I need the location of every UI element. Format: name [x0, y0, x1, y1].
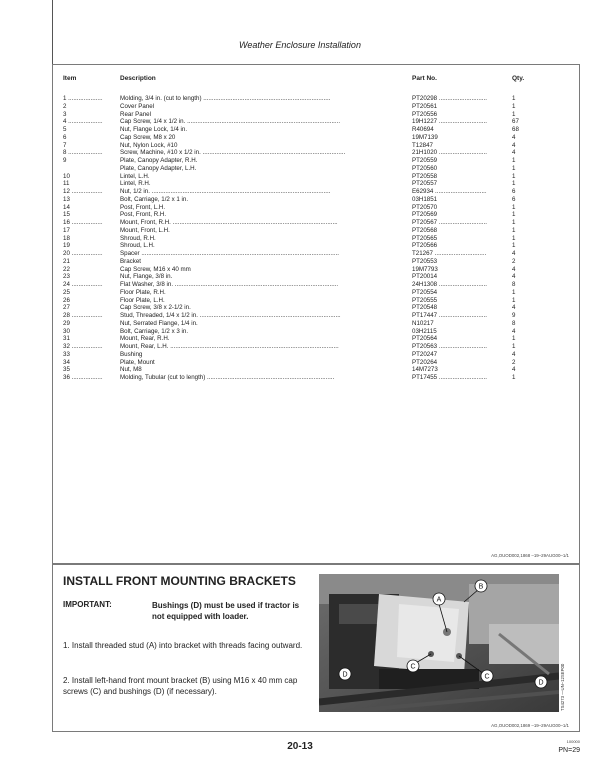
part-no-cell: PT20564 [412, 335, 438, 343]
qty-cell: 9 [512, 312, 516, 319]
qty-cell: 4 [512, 133, 516, 141]
qty-cell: 4 [512, 141, 516, 149]
table-row [53, 335, 579, 343]
item-cell: 33 [63, 350, 70, 358]
table-row [53, 366, 579, 374]
item-cell: 18 [63, 234, 70, 242]
item-cell: 7 [63, 141, 67, 149]
description-cell: Flat Washer, 3/8 in. ............................................................................................... [120, 281, 339, 288]
item-cell: 11 [63, 180, 70, 188]
description-cell: Cover Panel [120, 102, 155, 110]
qty-cell: 1 [512, 180, 516, 188]
table-row [53, 157, 579, 165]
description-cell: Mount, Rear, L.H. .................................................................................................. [120, 343, 339, 350]
qty-cell: 1 [512, 102, 516, 110]
description-cell: Shroud, R.H. [120, 234, 156, 242]
description-cell: Post, Front, R.H. [120, 211, 167, 219]
description-cell: Cap Screw, M16 x 40 mm [120, 265, 191, 273]
item-cell: 17 [63, 226, 70, 234]
description-cell: Nut, Serrated Flange, 1/4 in. [120, 319, 198, 327]
table-row [53, 103, 579, 111]
description-cell: Molding, Tubular (cut to length) .......................................................................... [120, 374, 335, 381]
table-reference: AG,OUOD002,1868 –19–29AUG00–1/1 [491, 553, 569, 558]
col-header-item: Item [63, 75, 77, 82]
item-cell: 9 [63, 157, 67, 164]
part-no-cell: PT20570 [412, 203, 438, 211]
qty-cell: 1 [512, 343, 516, 350]
item-cell: 1 .................... [63, 95, 103, 102]
part-no-cell: 03H2115 [412, 327, 437, 335]
description-cell: Plate, Mount [120, 358, 155, 366]
part-no-cell: PT20566 [412, 242, 438, 250]
description-cell: Shroud, L.H. [120, 242, 155, 250]
qty-cell: 1 [512, 335, 516, 343]
item-cell: 15 [63, 211, 70, 219]
part-no-cell: 19M7139 [412, 133, 438, 141]
part-no-cell: PT17447 ............................ [412, 312, 487, 319]
part-no-cell: 19H1227 ............................ [412, 118, 487, 126]
part-no-cell: PT20298 ............................ [412, 95, 487, 102]
part-no-cell: 19M7793 [412, 265, 438, 273]
qty-cell: 1 [512, 219, 516, 226]
description-cell: Stud, Threaded, 1/4 x 1/2 in. .................................................................................. [120, 312, 341, 319]
table-row [53, 304, 579, 312]
item-cell: 19 [63, 242, 70, 250]
col-header-qty: Qty. [512, 75, 525, 82]
instruction-section [52, 564, 580, 732]
description-cell: Mount, Rear, R.H. [120, 335, 170, 343]
table-row [53, 312, 579, 320]
part-no-cell: PT20548 [412, 304, 438, 312]
description-cell: Bolt, Carriage, 1/2 x 1 in. [120, 195, 189, 203]
description-cell: Nut, 1/2 in. ........................................................................................................ [120, 188, 331, 195]
callout-c-left: C [410, 663, 416, 671]
callout-c-right: C [484, 673, 490, 681]
description-cell: Cap Screw, 3/8 x 2-1/2 in. [120, 304, 191, 312]
section-title: INSTALL FRONT MOUNTING BRACKETS [63, 574, 296, 588]
table-row [53, 328, 579, 336]
item-cell: 10 [63, 172, 70, 180]
part-no-cell: PT20554 [412, 288, 438, 296]
bracket-photo [319, 574, 559, 712]
qty-cell: 2 [512, 358, 516, 366]
part-no-cell: PT20553 [412, 257, 438, 265]
item-cell: 5 [63, 126, 67, 133]
qty-cell: 6 [512, 188, 516, 195]
table-row [53, 211, 579, 219]
qty-cell: 6 [512, 195, 516, 203]
description-cell: Nut, Nylon Lock, #10 [120, 141, 178, 149]
description-cell: Nut, Flange, 3/8 in. [120, 273, 173, 281]
qty-cell: 4 [512, 273, 516, 281]
description-cell: Mount, Front, R.H. ................................................................................................ [120, 219, 338, 226]
parts-table [52, 64, 580, 564]
qty-cell: 1 [512, 288, 516, 296]
qty-cell: 1 [512, 211, 516, 219]
description-cell: Lintel, R.H. [120, 180, 151, 188]
item-cell: 12 .................. [63, 188, 103, 195]
qty-cell: 4 [512, 304, 516, 312]
table-row [53, 142, 579, 150]
item-cell: 4 .................... [63, 118, 103, 126]
part-no-cell: PT20568 [412, 226, 438, 234]
qty-cell: 1 [512, 157, 516, 164]
description-cell: Mount, Front, L.H. [120, 226, 170, 234]
item-cell: 27 [63, 304, 70, 312]
part-no-cell: PT20014 [412, 273, 438, 281]
description-cell: Nut, Flange Lock, 1/4 in. [120, 126, 188, 133]
item-cell: 24 .................. [63, 281, 103, 288]
part-no-cell: PT17455 ............................ [412, 374, 487, 381]
table-row [53, 126, 579, 134]
table-row [53, 180, 579, 188]
part-no-cell: 03H1851 [412, 195, 438, 203]
col-header-part-no: Part No. [412, 75, 437, 82]
table-row [53, 149, 579, 157]
step-2: 2. Install left-hand front mount bracket (B) using M16 x 40 mm cap screws (C) and bushings (D) (if necessary). [63, 676, 298, 696]
photo-code: TS4273 —UN–12SEP00 [560, 663, 565, 711]
table-row [53, 289, 579, 297]
item-cell: 2 [63, 102, 67, 110]
header-rule [52, 0, 53, 66]
description-cell: Nut, M8 [120, 366, 142, 374]
part-no-cell: T12847 [412, 141, 433, 149]
part-no-cell: PT20559 [412, 157, 438, 164]
item-cell: 14 [63, 203, 70, 211]
part-no-cell: 14M7273 [412, 366, 438, 374]
qty-cell: 1 [512, 226, 516, 234]
qty-cell: 4 [512, 350, 516, 358]
description-cell: Floor Plate, R.H. [120, 288, 166, 296]
item-cell: 29 [63, 319, 70, 327]
table-row [53, 235, 579, 243]
parts-rows [53, 95, 579, 382]
part-no-cell: 21H1020 ............................ [412, 149, 487, 157]
item-cell: 8 .................... [63, 149, 103, 157]
table-row [53, 351, 579, 359]
description-cell: Bolt, Carriage, 1/2 x 3 in. [120, 327, 189, 335]
item-cell: 23 [63, 273, 70, 281]
item-cell: 13 [63, 195, 70, 203]
callout-d-right: D [538, 679, 544, 687]
item-cell: 6 [63, 133, 67, 141]
part-no-cell: PT20560 [412, 164, 438, 172]
item-cell: 36 .................. [63, 374, 103, 381]
description-cell: Floor Plate, L.H. [120, 296, 165, 304]
qty-cell: 4 [512, 265, 516, 273]
item-cell: 22 [63, 265, 70, 273]
description-cell: Molding, 3/4 in. (cut to length) .......................................................................... [120, 95, 331, 102]
item-cell: 32 .................. [63, 343, 103, 350]
table-row [53, 227, 579, 235]
table-row [53, 242, 579, 250]
item-cell: 30 [63, 327, 70, 335]
description-cell: Bracket [120, 257, 141, 265]
table-row [53, 173, 579, 181]
description-cell: Spacer ................................................................................................................... [120, 250, 340, 257]
part-no-cell: N10217 [412, 319, 434, 327]
qty-cell: 4 [512, 366, 516, 374]
item-cell: 21 [63, 257, 70, 265]
part-no-cell: 24H1308 ............................ [412, 281, 487, 288]
page-header: Weather Enclosure Installation [239, 40, 361, 50]
table-row [53, 250, 579, 258]
table-row [53, 165, 579, 173]
part-no-cell: PT20567 ............................ [412, 219, 487, 226]
item-cell: 16 .................. [63, 219, 103, 226]
table-row [53, 118, 579, 126]
description-cell: Lintel, L.H. [120, 172, 150, 180]
part-no-cell: PT20264 [412, 358, 438, 366]
description-cell: Cap Screw, 1/4 x 1/2 in. ......................................................................................... [120, 118, 341, 126]
callout-a: A [436, 596, 442, 604]
pn-number: PN=29 [558, 747, 580, 754]
table-row [53, 258, 579, 266]
section-reference: AG,OUOD002,1869 –19–29AUG00–1/1 [491, 723, 569, 728]
table-row [53, 281, 579, 289]
item-cell: 3 [63, 110, 67, 118]
callout-d-left: D [342, 671, 348, 679]
item-cell: 25 [63, 288, 70, 296]
footer-code: 100000 [566, 739, 580, 744]
item-cell: 26 [63, 296, 70, 304]
description-cell: Plate, Canopy Adapter, L.H. [120, 164, 197, 172]
table-row [53, 320, 579, 328]
qty-cell: 1 [512, 203, 516, 211]
part-no-cell: PT20555 [412, 296, 438, 304]
item-cell: 34 [63, 358, 70, 366]
important-text: Bushings (D) must be used if tractor is not equipped with loader. [152, 601, 300, 621]
qty-cell: 4 [512, 327, 516, 335]
qty-cell: 8 [512, 319, 516, 327]
important-label: IMPORTANT: [63, 600, 112, 609]
item-cell: 31 [63, 335, 70, 343]
qty-cell: 4 [512, 250, 516, 257]
qty-cell: 68 [512, 126, 519, 133]
qty-cell: 1 [512, 234, 516, 242]
part-no-cell: PT20565 [412, 234, 438, 242]
table-row [53, 219, 579, 227]
page-number: 20-13 [287, 741, 313, 752]
qty-cell: 8 [512, 281, 516, 288]
part-no-cell: PT20569 [412, 211, 438, 219]
description-cell: Plate, Canopy Adapter, R.H. [120, 157, 198, 164]
part-no-cell: T21267 .............................. [412, 250, 487, 257]
item-cell: 35 [63, 366, 70, 374]
table-row [53, 111, 579, 119]
part-no-cell: PT20247 [412, 350, 438, 358]
table-row [53, 266, 579, 274]
description-cell: Post, Front, L.H. [120, 203, 166, 211]
description-cell: Screw, Machine, #10 x 1/2 in. ................................................................................... [120, 149, 346, 157]
table-row [53, 359, 579, 367]
callout-b: B [478, 583, 484, 591]
table-row [53, 273, 579, 281]
description-cell: Bushing [120, 350, 143, 358]
table-row [53, 374, 579, 382]
qty-cell: 1 [512, 95, 516, 102]
qty-cell: 4 [512, 149, 516, 157]
table-row [53, 134, 579, 142]
item-cell: 28 .................. [63, 312, 103, 319]
part-no-cell: PT20563 ............................ [412, 343, 487, 350]
part-no-cell: PT20558 [412, 172, 438, 180]
qty-cell: 1 [512, 164, 516, 172]
part-no-cell: E62934 .............................. [412, 188, 487, 195]
part-no-cell: PT20557 [412, 180, 438, 188]
table-row [53, 188, 579, 196]
qty-cell: 1 [512, 242, 516, 250]
table-row [53, 196, 579, 204]
table-row [53, 343, 579, 351]
part-no-cell: R40694 [412, 126, 434, 133]
qty-cell: 1 [512, 172, 516, 180]
description-cell: Cap Screw, M8 x 20 [120, 133, 176, 141]
qty-cell: 1 [512, 296, 516, 304]
item-cell: 20 .................. [63, 250, 103, 257]
qty-cell: 1 [512, 110, 516, 118]
qty-cell: 1 [512, 374, 516, 381]
table-row [53, 204, 579, 212]
step-1: 1. Install threaded stud (A) into bracket with threads facing outward. [63, 641, 303, 650]
col-header-description: Description [120, 75, 156, 82]
qty-cell: 2 [512, 257, 516, 265]
part-no-cell: PT20561 [412, 102, 438, 110]
qty-cell: 67 [512, 118, 519, 126]
part-no-cell: PT20556 [412, 110, 438, 118]
description-cell: Rear Panel [120, 110, 151, 118]
table-row [53, 297, 579, 305]
table-row [53, 95, 579, 103]
